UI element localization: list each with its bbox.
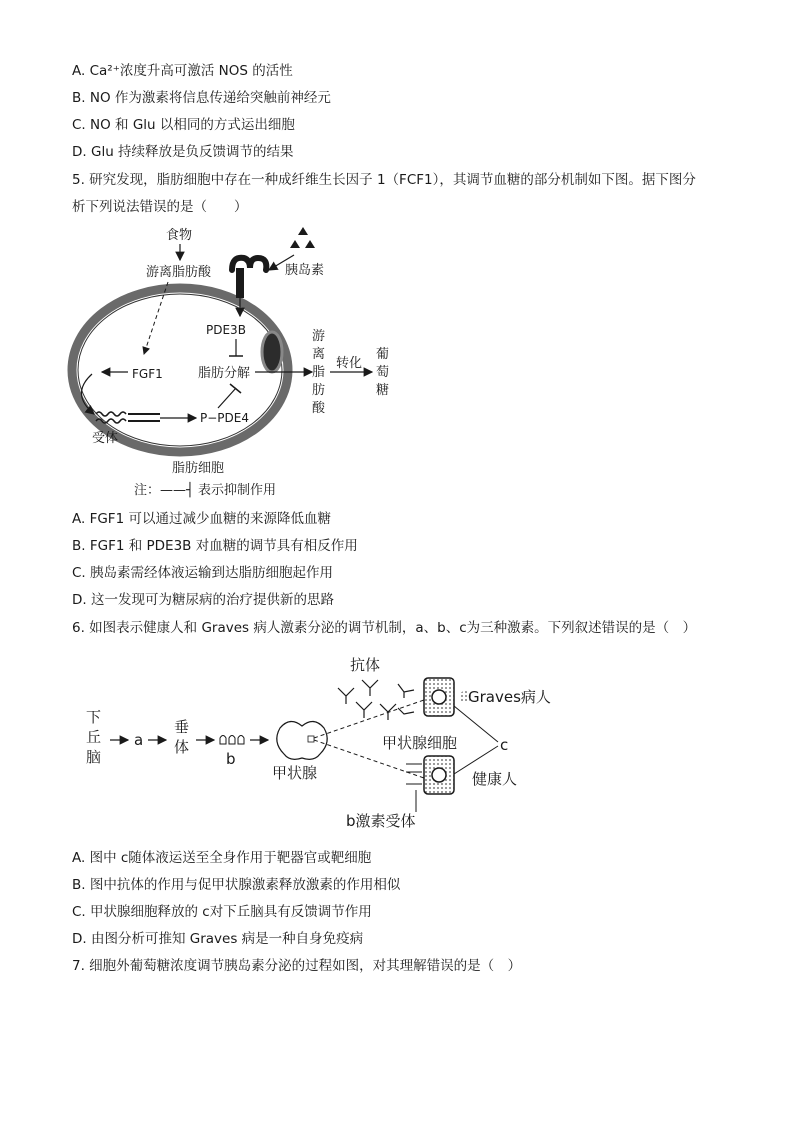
nucleus [262, 332, 282, 372]
lipolysis-label: 脂肪分解 [198, 366, 251, 381]
thyroid-icon [277, 721, 327, 759]
hormone-c: c [500, 736, 509, 754]
thyroid-label: 甲状腺 [272, 764, 318, 782]
q6-graves-figure [80, 650, 580, 835]
svg-text:酸: 酸 [312, 401, 326, 416]
insulin-label: 胰岛素 [285, 263, 325, 278]
svg-text:脂: 脂 [312, 365, 326, 380]
figure-note: 注：——┤ 表示抑制作用 [134, 483, 276, 498]
antibody-icon [338, 680, 414, 720]
p-pde4-label: P−PDE4 [200, 411, 249, 425]
q6-stem: 6. 如图表示健康人和 Graves 病人激素分泌的调节机制，a、b、c为三种激素。下列叙述错误的是（ ） [72, 620, 697, 636]
q4-option-b: B. NO 作为激素将信息传递给突触前神经元 [72, 90, 331, 106]
q5-stem-line1: 5. 研究发现，脂肪细胞中存在一种成纤维生长因子 1（FCF1），其调节血糖的部分机制如下图。据下图分 [72, 172, 696, 188]
fat-cell-membrane [72, 288, 288, 452]
hormone-b: b [226, 750, 236, 768]
hormone-a: a [134, 731, 144, 749]
healthy-label: 健康人 [472, 770, 518, 788]
q6-option-b: B. 图中抗体的作用与促甲状腺激素释放激素的作用相似 [72, 877, 401, 893]
thyroid-cell-label: 甲状腺细胞 [382, 734, 458, 752]
antibody-label: 抗体 [350, 656, 381, 674]
q6-option-c: C. 甲状腺细胞释放的 c对下丘脑具有反馈调节作用 [72, 904, 372, 920]
q4-option-d: D. Glu 持续释放是负反馈调节的结果 [72, 144, 294, 160]
svg-text:下: 下 [86, 708, 102, 726]
b-receptor-label: b激素受体 [346, 812, 416, 830]
svg-text:萄: 萄 [376, 365, 390, 380]
q7-stem: 7. 细胞外葡萄糖浓度调节胰岛素分泌的过程如图，对其理解错误的是（ ） [72, 958, 522, 974]
convert-label: 转化 [336, 356, 363, 371]
q5-option-d: D. 这一发现可为糖尿病的治疗提供新的思路 [72, 592, 334, 608]
q5-option-a: A. FGF1 可以通过减少血糖的来源降低血糖 [72, 511, 331, 527]
svg-text:肪: 肪 [312, 383, 326, 398]
receptor-label: 受体 [92, 431, 119, 446]
svg-text:糖: 糖 [376, 383, 390, 398]
graves-label: Graves病人 [468, 688, 551, 706]
svg-text:体: 体 [174, 738, 190, 756]
svg-text:丘: 丘 [86, 728, 102, 746]
q5-option-b: B. FGF1 和 PDE3B 对血糖的调节具有相反作用 [72, 538, 358, 554]
food-label: 食物 [166, 228, 193, 243]
fgf1-label: FGF1 [132, 367, 163, 381]
free-fatty-acid-top: 游离脂肪酸 [146, 265, 212, 280]
pde3b-label: PDE3B [206, 323, 246, 337]
svg-text:葡: 葡 [376, 347, 390, 362]
q5-option-c: C. 胰岛素需经体液运输到达脂肪细胞起作用 [72, 565, 334, 581]
svg-text:脑: 脑 [86, 748, 102, 766]
svg-text:离: 离 [312, 347, 326, 362]
q4-option-a: A. Ca²⁺浓度升高可激活 NOS 的活性 [72, 63, 293, 79]
q5-stem-line2: 析下列说法错误的是（ ） [72, 199, 248, 215]
hormone-b-icon [220, 736, 244, 745]
q6-option-a: A. 图中 c随体液运送至全身作用于靶器官或靶细胞 [72, 850, 372, 866]
cell-label: 脂肪细胞 [172, 461, 225, 476]
q5-fat-cell-figure [60, 222, 420, 504]
svg-text:垂: 垂 [174, 718, 190, 736]
insulin-icon [290, 227, 315, 248]
q4-option-c: C. NO 和 Glu 以相同的方式运出细胞 [72, 117, 295, 133]
svg-text:游: 游 [312, 329, 326, 344]
q6-option-d: D. 由图分析可推知 Graves 病是一种自身免疫病 [72, 931, 364, 947]
